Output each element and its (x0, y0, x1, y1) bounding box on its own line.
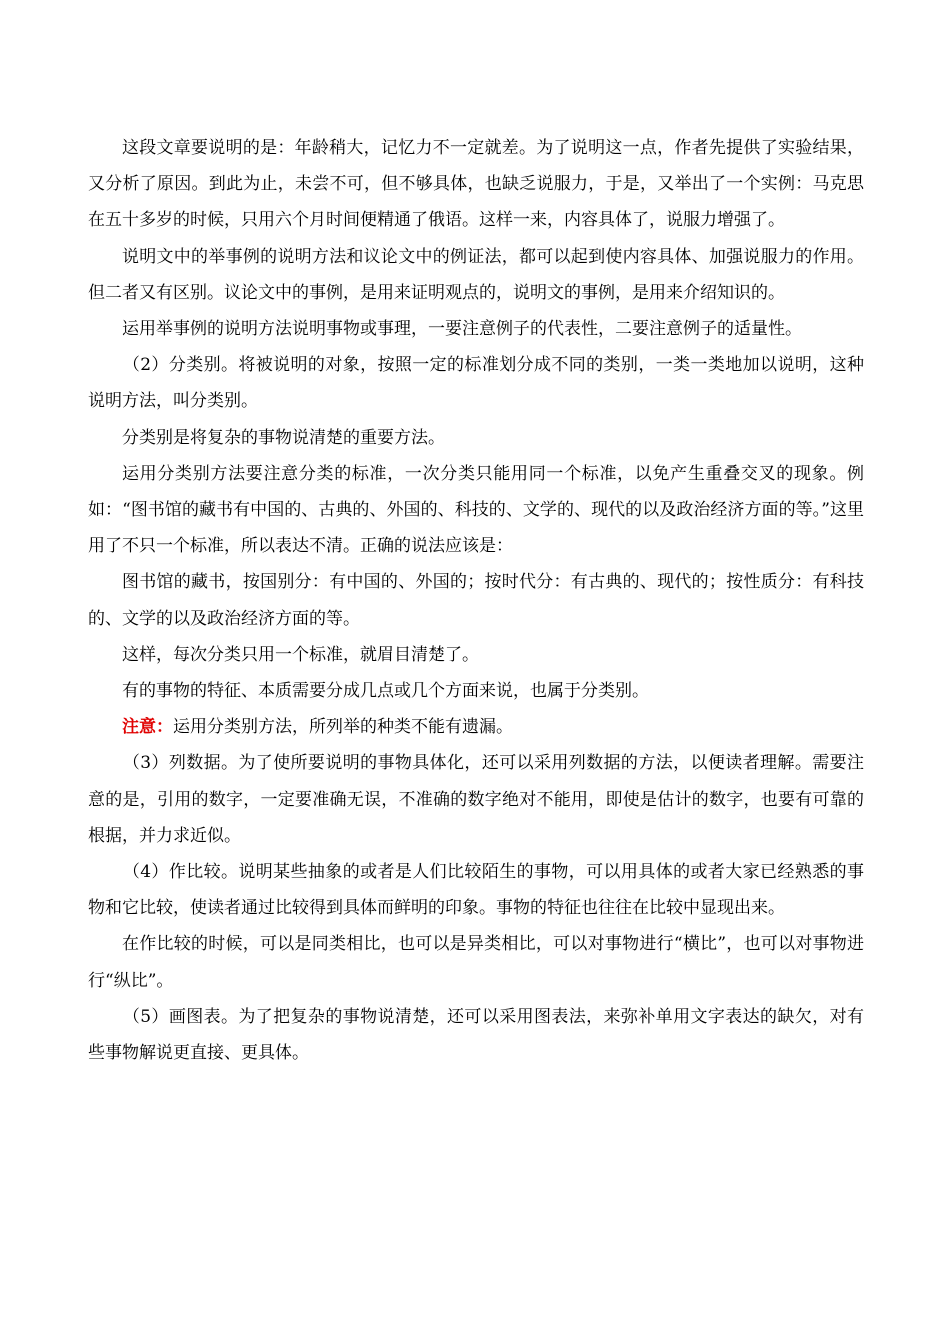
paragraph-classification-importance: 分类别是将复杂的事物说清楚的重要方法。 (122, 427, 445, 448)
paragraph-classification-standard: 运用分类别方法要注意分类的标准，一次分类只能用同一个标准，以免产生重叠交叉的现象。例如：“图书馆的藏书有中国的、古典的、外国的、科技的、文学的、现代的以及政治经济方面的等。”这里用了不只一个标准，所以表达不清。正确的说法应该是： (88, 463, 864, 557)
paragraph-note (88, 709, 864, 745)
paragraph-data-listing: （3）列数据。为了使所要说明的事物具体化，还可以采用列数据的方法，以便读者理解。需要注意的是，引用的数字，一定要准确无误，不准确的数字绝对不能用，即使是估计的数字，也要有可靠的根据，并力求近似。 (88, 753, 864, 846)
paragraph-example-explanation: 这段文章要说明的是：年龄稍大，记忆力不一定就差。为了说明这一点，作者先提供了实验结果，又分析了原因。到此为止，未尝不可，但不够具体，也缺乏说服力，于是，又举出了一个实例：马克思在五十多岁的时候，只用六个月时间便精通了俄语。这样一来，内容具体了，说服力增强了。 (88, 138, 864, 231)
note-text: 运用分类别方法，所列举的种类不能有遗漏。 (173, 717, 513, 738)
paragraph-charts: （5）画图表。为了把复杂的事物说清楚，还可以采用图表法，来弥补单用文字表达的缺欠，对有些事物解说更直接、更具体。 (88, 1006, 864, 1064)
paragraph-comparison: （4）作比较。说明某些抽象的或者是人们比较陌生的事物，可以用具体的或者大家已经熟悉的事物和它比较，使读者通过比较得到具体而鲜明的印象。事物的特征也往往在比较中显现出来。 (88, 862, 864, 919)
paragraph-aspects: 有的事物的特征、本质需要分成几点或几个方面来说，也属于分类别。 (122, 681, 649, 702)
paragraph-example-tips: 运用举事例的说明方法说明事物或事理，一要注意例子的代表性，二要注意例子的适量性。 (122, 319, 802, 340)
document-page (88, 130, 864, 1071)
paragraph-one-standard: 这样，每次分类只用一个标准，就眉目清楚了。 (122, 644, 479, 665)
paragraph-library-example: 图书馆的藏书，按国别分：有中国的、外国的；按时代分：有古典的、现代的；按性质分：有科技的、文学的以及政治经济方面的等。 (88, 572, 864, 629)
paragraph-example-vs-argument: 说明文中的举事例的说明方法和议论文中的例证法，都可以起到使内容具体、加强说服力的作用。但二者又有区别。议论文中的事例，是用来证明观点的，说明文的事例，是用来介绍知识的。 (88, 246, 864, 303)
paragraph-comparison-types: 在作比较的时候，可以是同类相比，也可以是异类相比，可以对事物进行“横比”，也可以对事物进行“纵比”。 (88, 934, 864, 991)
note-label: 注意： (122, 717, 173, 738)
paragraph-classification-definition: （2）分类别。将被说明的对象，按照一定的标准划分成不同的类别，一类一类地加以说明，这种说明方法，叫分类别。 (88, 355, 864, 412)
